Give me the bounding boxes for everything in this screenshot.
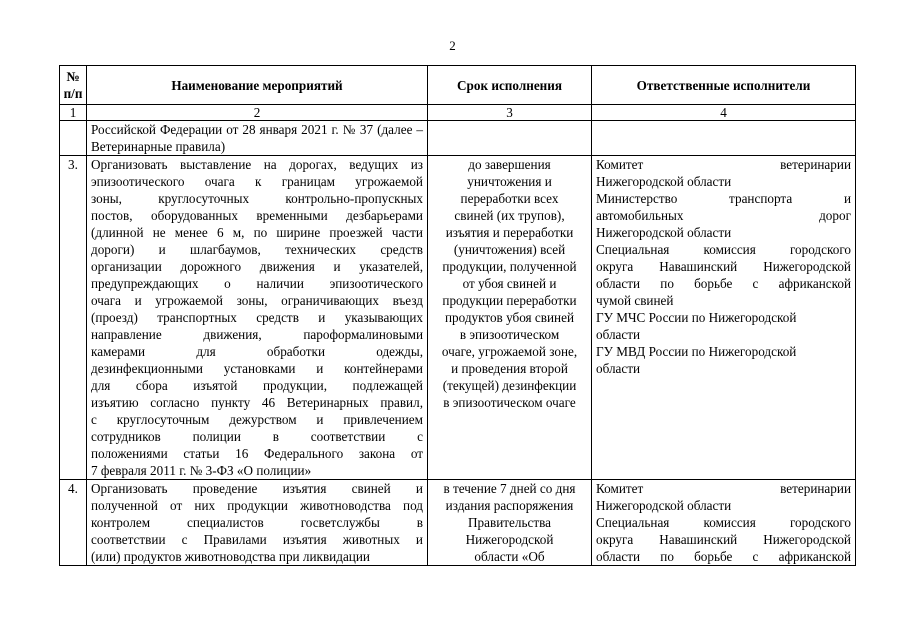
measures-table bbox=[59, 65, 856, 566]
deadline-text-line: переработки всех bbox=[460, 191, 559, 206]
deadline-text-line: Правительства bbox=[468, 515, 551, 530]
row-number: 3. bbox=[60, 156, 87, 480]
deadline-text-line: продуктов убоя свиней bbox=[444, 310, 575, 325]
responsible-line: Специальная комиссия городского bbox=[596, 242, 851, 257]
deadline-text-line: очаге, угрожаемой зоне, bbox=[441, 344, 578, 359]
table-row bbox=[60, 156, 856, 480]
continuation-deadline bbox=[428, 121, 592, 156]
responsible-line: автомобильных дорог bbox=[596, 208, 851, 223]
deadline-text-line: продукции, полученной bbox=[442, 259, 577, 274]
column-index: 4 bbox=[592, 105, 856, 121]
deadline-text-line: в течение 7 дней со дня bbox=[443, 481, 576, 496]
deadline-text-line: изъятия и переработки bbox=[445, 225, 574, 240]
responsible-text bbox=[592, 480, 856, 566]
measure-text-line: для сбора изъятой продукции, подлежащей bbox=[91, 378, 423, 393]
header-num: № п/п bbox=[60, 66, 87, 105]
column-index-row bbox=[60, 105, 856, 121]
row-number: 4. bbox=[60, 480, 87, 566]
column-index: 2 bbox=[87, 105, 428, 121]
responsible-line: области по борьбе с африканской bbox=[596, 549, 851, 564]
header-responsible: Ответственные исполнители bbox=[592, 66, 856, 105]
measure-text-line: Организовать выставление на дорогах, ведущих из bbox=[91, 157, 423, 172]
table-row bbox=[60, 480, 856, 566]
header-name: Наименование мероприятий bbox=[87, 66, 428, 105]
measure-text-line: изъятию согласно пункту 46 Ветеринарных правил, bbox=[91, 395, 423, 410]
deadline-text-line: области «Об bbox=[474, 549, 545, 564]
responsible-line: ГУ МВД России по Нижегородской bbox=[596, 344, 797, 359]
deadline-text-line: в эпизоотическом очаге bbox=[443, 395, 576, 410]
measure-text-line: 7 февраля 2011 г. № 3-ФЗ «О полиции» bbox=[91, 463, 312, 478]
measure-text-line: (проезд) транспортных средств и указывающих bbox=[91, 310, 423, 325]
responsible-line: области bbox=[596, 327, 641, 342]
measure-text-line: организации дорожного движения и указателей, bbox=[91, 259, 423, 274]
deadline-text-line: (текущей) дезинфекции bbox=[442, 378, 577, 393]
column-index: 3 bbox=[428, 105, 592, 121]
measure-text-line: очага и угрожаемой зоны, ограничивающих въезд bbox=[91, 293, 423, 308]
measure-text bbox=[87, 156, 428, 480]
measure-text-line: (длинной не менее 6 м, по ширине проезжей части bbox=[91, 225, 423, 240]
measure-text-line: предупреждающих о наличии эпизоотического bbox=[91, 276, 423, 291]
deadline-text-line: уничтожения и bbox=[467, 174, 552, 189]
measure-text-line: полученной от них продукции животноводства под bbox=[91, 498, 423, 513]
deadline-text bbox=[428, 480, 592, 566]
measure-text-line: постов, оборудованных временными дезбарьерами bbox=[91, 208, 423, 223]
header-deadline: Срок исполнения bbox=[428, 66, 592, 105]
measure-text-line: с круглосуточным дежурством и привлечением bbox=[91, 412, 423, 427]
deadline-text-line: в эпизоотическом bbox=[459, 327, 560, 342]
deadline-text bbox=[428, 156, 592, 480]
measure-text bbox=[87, 480, 428, 566]
continuation-text: Российской Федерации от 28 января 2021 г. № 37 (далее – Ветеринарные правила) bbox=[87, 121, 428, 156]
responsible-line: Нижегородской области bbox=[596, 498, 732, 513]
measure-text-line: Организовать проведение изъятия свиней и bbox=[91, 481, 423, 496]
measure-text-line: дезинфекционными установками и контейнерами bbox=[91, 361, 423, 376]
deadline-text-line: до завершения bbox=[468, 157, 551, 172]
measure-text-line: направление движения, пароформалиновыми bbox=[91, 327, 423, 342]
responsible-line: ГУ МЧС России по Нижегородской bbox=[596, 310, 797, 325]
measure-text-line: эпизоотического очага к границам угрожаемой bbox=[91, 174, 423, 189]
responsible-line: чумой свиней bbox=[596, 293, 674, 308]
deadline-text-line: (уничтожения) всей bbox=[453, 242, 566, 257]
responsible-line: Комитет ветеринарии bbox=[596, 157, 851, 172]
measure-text-line: зоны, круглосуточных контрольно-пропускных bbox=[91, 191, 423, 206]
column-index: 1 bbox=[60, 105, 87, 121]
responsible-line: Нижегородской области bbox=[596, 225, 732, 240]
measure-text-line: положениями статьи 16 Федерального закона от bbox=[91, 446, 423, 461]
deadline-text-line: издания распоряжения bbox=[445, 498, 574, 513]
responsible-line: области по борьбе с африканской bbox=[596, 276, 851, 291]
deadline-text-line: продукции переработки bbox=[442, 293, 577, 308]
continuation-row bbox=[60, 121, 856, 156]
measure-text-line: соответствии с Правилами изъятия животных и bbox=[91, 532, 423, 547]
measure-text-line: камерами для обработки одежды, bbox=[91, 344, 423, 359]
continuation-responsible bbox=[592, 121, 856, 156]
deadline-text-line: от убоя свиней и bbox=[462, 276, 557, 291]
page-number: 2 bbox=[449, 38, 456, 53]
measure-text-line: сотрудников полиции в соответствии с bbox=[91, 429, 423, 444]
responsible-text bbox=[592, 156, 856, 480]
responsible-line: округа Навашинский Нижегородской bbox=[596, 259, 851, 274]
continuation-num bbox=[60, 121, 87, 156]
responsible-line: Министерство транспорта и bbox=[596, 191, 851, 206]
responsible-line: Комитет ветеринарии bbox=[596, 481, 851, 496]
responsible-line: Специальная комиссия городского bbox=[596, 515, 851, 530]
deadline-text-line: свиней (их трупов), bbox=[454, 208, 565, 223]
table-header-row bbox=[60, 66, 856, 105]
deadline-text-line: и проведения второй bbox=[451, 361, 568, 376]
responsible-line: области bbox=[596, 361, 641, 376]
responsible-line: Нижегородской области bbox=[596, 174, 732, 189]
measure-text-line: (или) продуктов животноводства при ликвидации bbox=[91, 549, 370, 564]
measure-text-line: дороги) и шлагбаумов, технических средств bbox=[91, 242, 423, 257]
deadline-text-line: Нижегородской bbox=[465, 532, 554, 547]
responsible-line: округа Навашинский Нижегородской bbox=[596, 532, 851, 547]
measure-text-line: контролем специалистов госветслужбы в bbox=[91, 515, 423, 530]
